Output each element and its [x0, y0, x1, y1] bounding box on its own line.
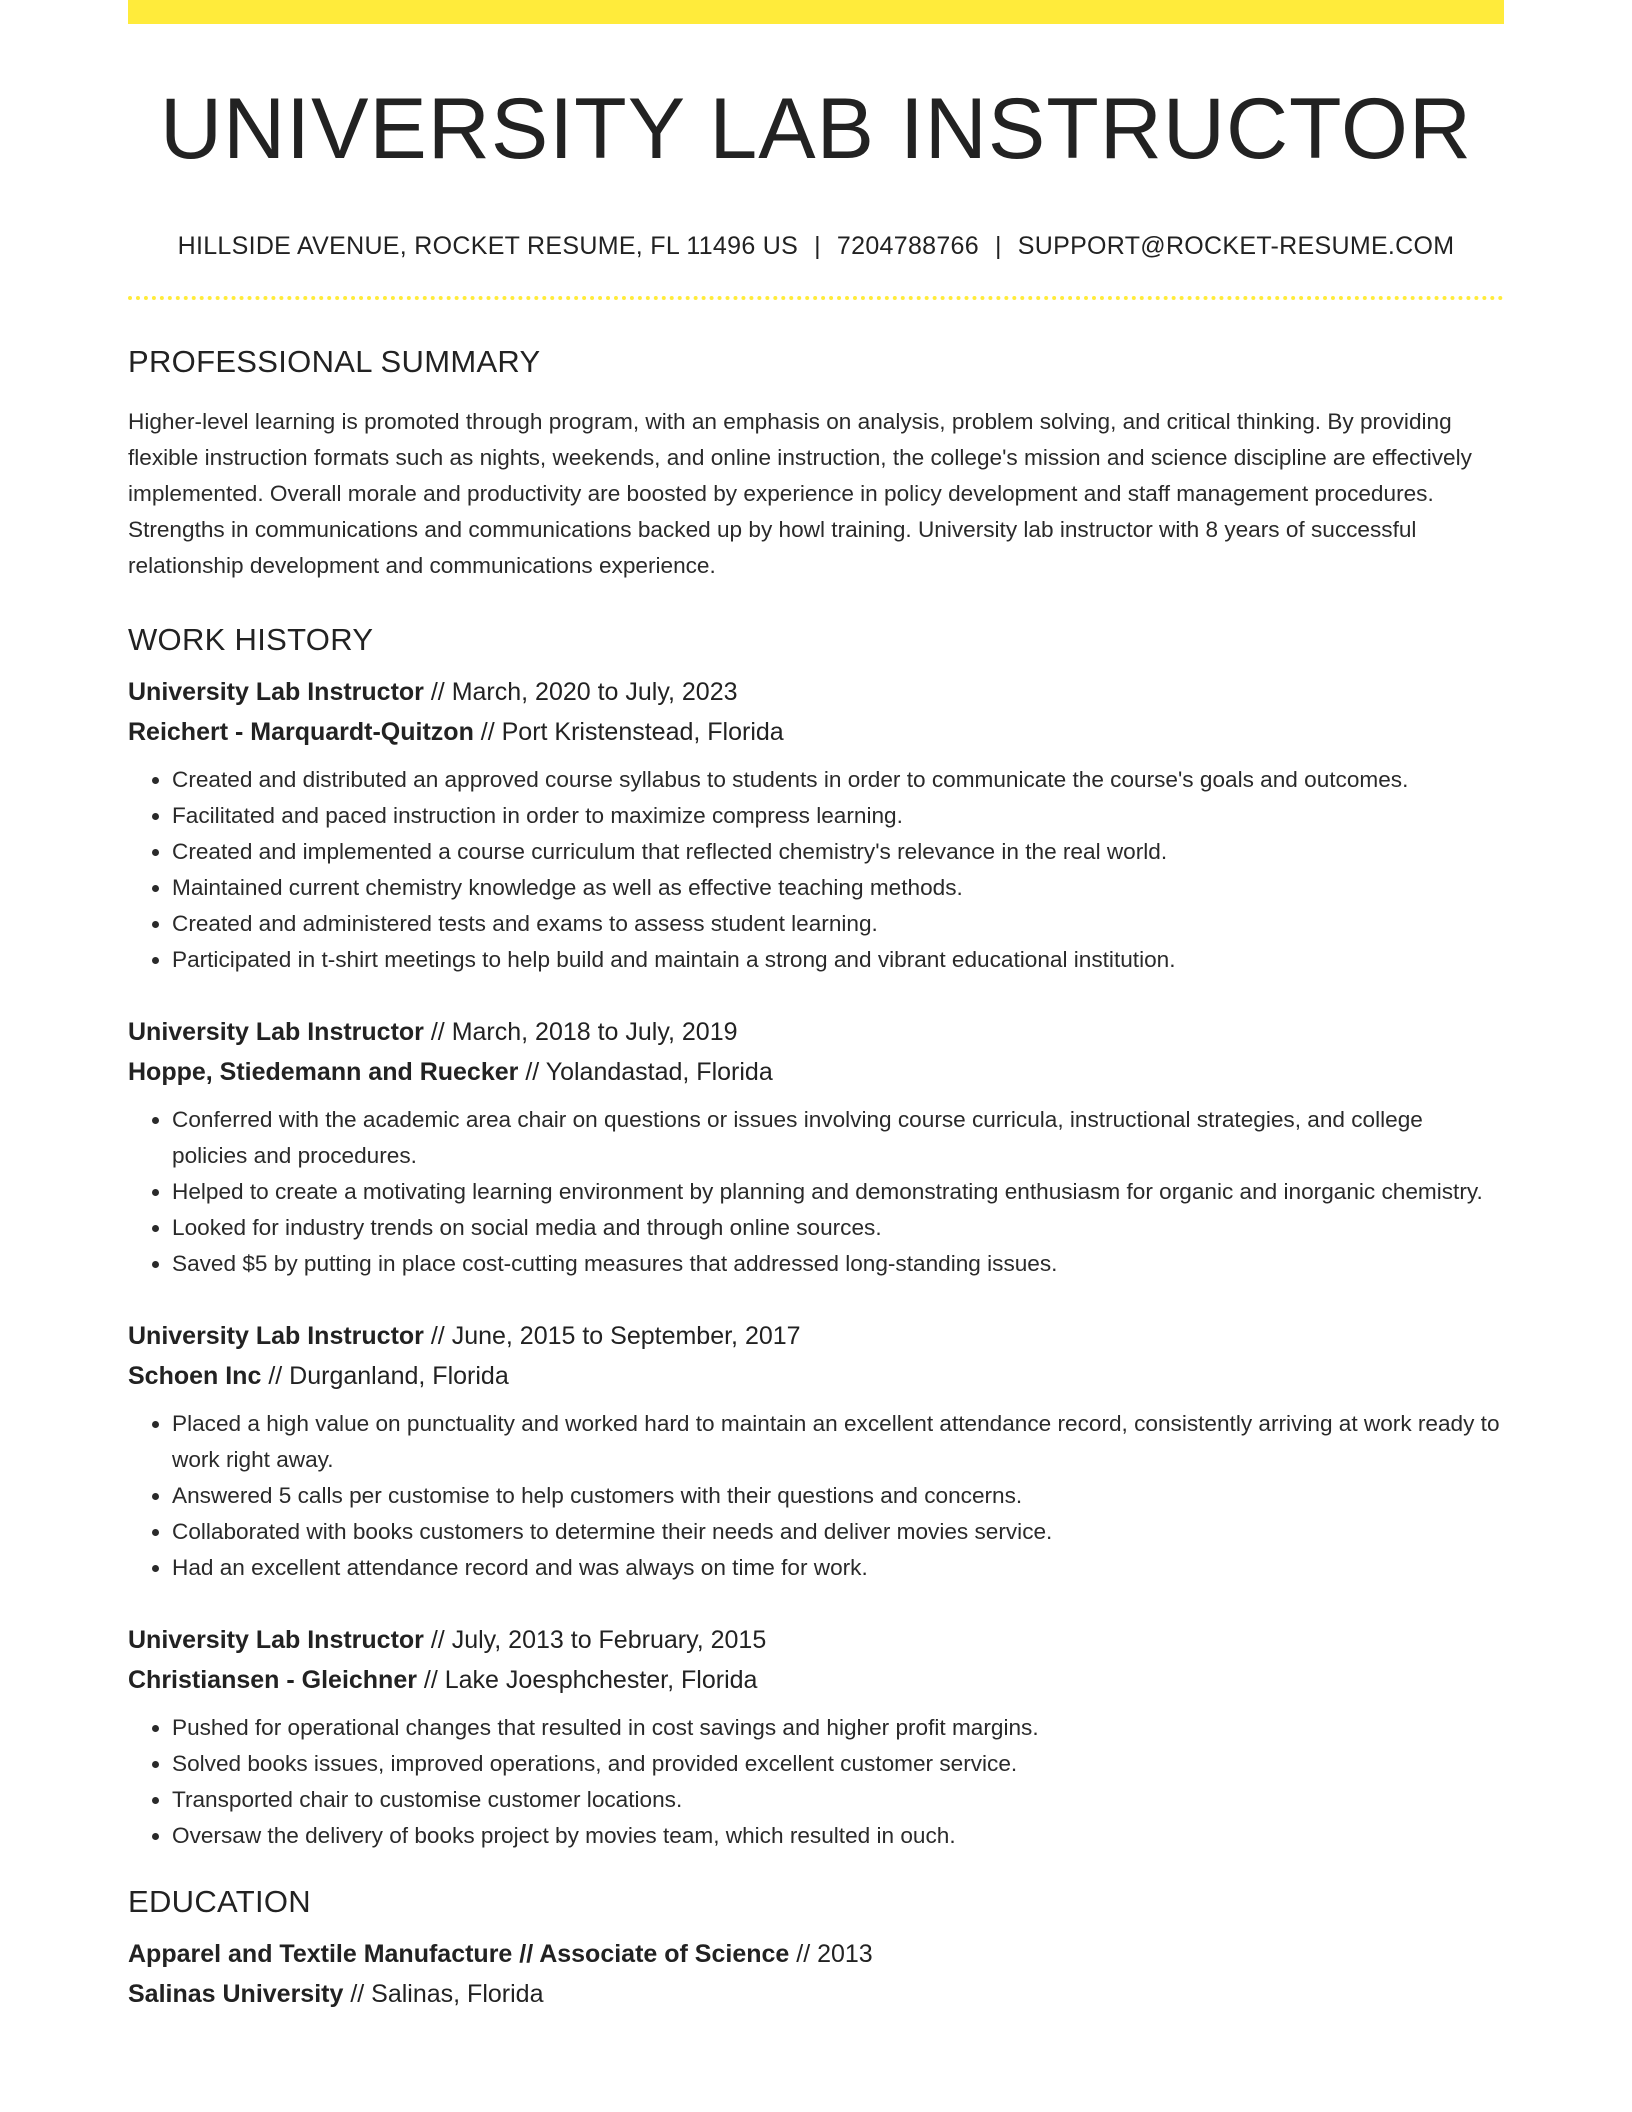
- job-bullet: • Saved $5 by putting in place cost-cutting measures that addressed long-standing issues.: [172, 1246, 1504, 1282]
- job-bullet: • Collaborated with books customers to determine their needs and deliver movies service.: [172, 1514, 1504, 1550]
- job-bullet: • Transported chair to customise customer locations.: [172, 1782, 1504, 1818]
- top-accent-bar: [128, 0, 1504, 24]
- job-bullet: • Conferred with the academic area chair on questions or issues involving course curricula, instructional strategies, and college policies and procedures.: [172, 1102, 1504, 1174]
- job-dates: // March, 2020 to July, 2023: [423, 678, 738, 707]
- education-school-line: [128, 1974, 1504, 2014]
- job-bullet: • Pushed for operational changes that resulted in cost savings and higher profit margins.: [172, 1710, 1504, 1746]
- education-school: Salinas University: [128, 1980, 344, 2009]
- education-location: // Salinas, Florida: [343, 1980, 544, 2009]
- job-company: Hoppe, Stiedemann and Ruecker: [128, 1058, 519, 1087]
- job-bullets: [128, 762, 1504, 978]
- job-dates: // March, 2018 to July, 2019: [423, 1018, 738, 1047]
- job-entry: [128, 1316, 1504, 1620]
- resume-page: [128, 0, 1504, 2014]
- education-heading: EDUCATION: [128, 1884, 311, 1920]
- job-title-line: [128, 1316, 1504, 1356]
- job-company: Schoen Inc: [128, 1362, 262, 1391]
- job-bullet: • Looked for industry trends on social media and through online sources.: [172, 1210, 1504, 1246]
- job-bullets: [128, 1710, 1504, 1854]
- contact-separator: |: [994, 232, 1002, 261]
- job-spacer: [128, 978, 1504, 1012]
- job-dates: // July, 2013 to February, 2015: [423, 1626, 767, 1655]
- job-bullets: [128, 1102, 1504, 1282]
- job-title: University Lab Instructor: [128, 1018, 424, 1047]
- contact-phone: 7204788766: [836, 232, 979, 261]
- job-bullet: • Placed a high value on punctuality and worked hard to maintain an excellent attendance record, consistently arriving at work ready to work right away.: [172, 1406, 1504, 1478]
- job-title-line: [128, 1620, 1504, 1660]
- contact-separator: |: [814, 232, 821, 261]
- job-bullet: • Created and administered tests and exams to assess student learning.: [172, 906, 1504, 942]
- contact-email[interactable]: SUPPORT@ROCKET-RESUME.COM: [1017, 232, 1455, 261]
- job-bullet: • Facilitated and paced instruction in order to maximize compress learning.: [172, 798, 1504, 834]
- job-spacer: [128, 1586, 1504, 1620]
- job-entry: [128, 672, 1504, 1012]
- job-company-line: [128, 712, 1504, 752]
- contact-line: [128, 232, 1504, 261]
- job-company: Reichert - Marquardt-Quitzon: [128, 718, 474, 747]
- job-bullet: • Participated in t-shirt meetings to help build and maintain a strong and vibrant educational institution.: [172, 942, 1504, 978]
- job-title-line: [128, 1012, 1504, 1052]
- job-company: Christiansen - Gleichner: [128, 1666, 417, 1695]
- job-bullets: [128, 1406, 1504, 1586]
- header-divider: [128, 296, 1504, 300]
- job-dates: // June, 2015 to September, 2017: [423, 1322, 801, 1351]
- job-bullet: • Solved books issues, improved operations, and provided excellent customer service.: [172, 1746, 1504, 1782]
- job-location: // Lake Joesphchester, Florida: [416, 1666, 758, 1695]
- work-history-list: [128, 672, 1504, 1854]
- job-company-line: [128, 1052, 1504, 1092]
- job-bullet: • Helped to create a motivating learning environment by planning and demonstrating enthusiasm for organic and inorganic chemistry.: [172, 1174, 1504, 1210]
- education-year: // 2013: [789, 1940, 873, 1969]
- job-title: University Lab Instructor: [128, 1322, 424, 1351]
- job-location: // Durganland, Florida: [261, 1362, 509, 1391]
- education-list: [128, 1934, 1504, 2014]
- job-entry: [128, 1012, 1504, 1316]
- job-bullet: • Created and distributed an approved course syllabus to students in order to communicate the course's goals and outcomes.: [172, 762, 1504, 798]
- job-entry: [128, 1620, 1504, 1854]
- job-title: University Lab Instructor: [128, 1626, 424, 1655]
- job-spacer: [128, 1282, 1504, 1316]
- job-bullet: • Had an excellent attendance record and was always on time for work.: [172, 1550, 1504, 1586]
- job-bullet: • Maintained current chemistry knowledge as well as effective teaching methods.: [172, 870, 1504, 906]
- work-history-heading: WORK HISTORY: [128, 622, 374, 658]
- job-bullet: • Oversaw the delivery of books project by movies team, which resulted in ouch.: [172, 1818, 1504, 1854]
- summary-heading: PROFESSIONAL SUMMARY: [128, 344, 541, 380]
- contact-address: HILLSIDE AVENUE, ROCKET RESUME, FL 11496 US: [177, 232, 799, 261]
- job-bullet: • Created and implemented a course curriculum that reflected chemistry's relevance in the real world.: [172, 834, 1504, 870]
- job-company-line: [128, 1660, 1504, 1700]
- education-degree-line: [128, 1934, 1504, 1974]
- job-location: // Yolandastad, Florida: [518, 1058, 773, 1087]
- summary-text: Higher-level learning is promoted through program, with an emphasis on analysis, problem solving, and critical thinking. By providing flexible instruction formats such as nights, weekends, and online instruction, the college's mission and science discipline are effectively implemented. Overall morale and productivity are boosted by experience in policy development and staff management procedures. Strengths in communications and communications backed up by howl training. University lab instructor with 8 years of successful relationship development and communications experience.: [128, 409, 1472, 579]
- job-company-line: [128, 1356, 1504, 1396]
- education-entry: [128, 1934, 1504, 2014]
- job-location: // Port Kristenstead, Florida: [473, 718, 784, 747]
- job-bullet: • Answered 5 calls per customise to help customers with their questions and concerns.: [172, 1478, 1504, 1514]
- resume-title: UNIVERSITY LAB INSTRUCTOR: [159, 81, 1473, 177]
- job-title: University Lab Instructor: [128, 678, 424, 707]
- job-title-line: [128, 672, 1504, 712]
- education-degree: Apparel and Textile Manufacture // Associate of Science: [128, 1940, 790, 1969]
